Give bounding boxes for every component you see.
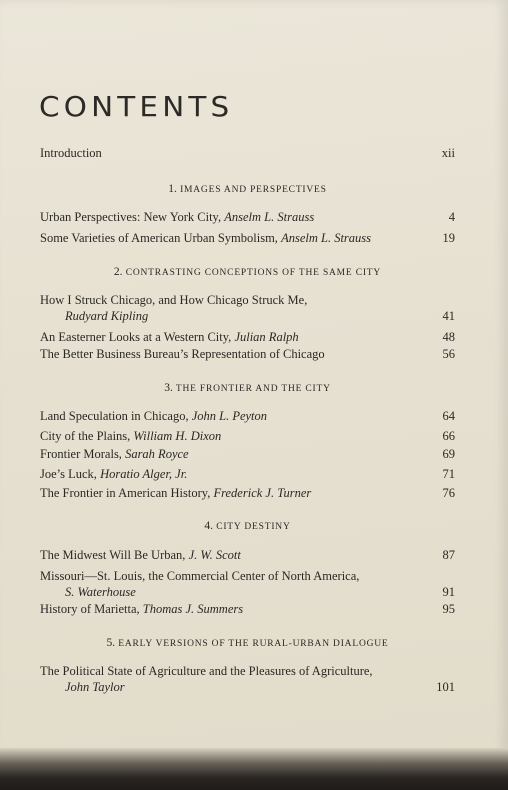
entry-author: Horatio Alger, Jr.: [100, 467, 188, 481]
entry-title: History of Marietta,: [40, 602, 140, 616]
section-heading-2: [40, 266, 455, 278]
toc-entry: [40, 602, 455, 617]
toc-entry: [40, 486, 455, 501]
entry-title: Urban Perspectives: New York City,: [40, 210, 222, 224]
entry-title: Land Speculation in Chicago,: [40, 409, 189, 423]
entry-page: 76: [442, 486, 455, 500]
entry-title: The Midwest Will Be Urban,: [40, 548, 186, 562]
toc-entry-continuation: [40, 680, 455, 695]
section-heading-3: [40, 382, 455, 394]
entry-title: Frontier Morals,: [40, 447, 122, 461]
section-heading-4: [40, 520, 455, 532]
entry-page: 69: [442, 447, 455, 461]
toc-entry: [40, 447, 455, 462]
entry-page: 71: [442, 467, 455, 481]
entry-page: 19: [442, 231, 455, 245]
entry-page: 95: [442, 602, 455, 616]
section-number: 1.: [168, 183, 177, 195]
entry-author: Julian Ralph: [234, 330, 299, 344]
entry-title: Some Varieties of American Urban Symbolism,: [40, 231, 278, 245]
entry-author: Anselm L. Strauss: [224, 210, 315, 224]
entry-title: City of the Plains,: [40, 429, 131, 443]
entry-author: John Taylor: [65, 680, 125, 694]
section-title: EARLY VERSIONS OF THE RURAL-URBAN DIALOGUE: [118, 639, 389, 649]
entry-page: 101: [436, 680, 455, 694]
entry-page: xii: [441, 146, 455, 160]
page-edge-shadow: [0, 748, 508, 790]
entry-author: Thomas J. Summers: [142, 602, 244, 616]
entry-page: 91: [442, 585, 455, 599]
entry-page: 66: [442, 429, 455, 443]
entry-title: The Frontier in American History,: [40, 486, 211, 500]
entry-title: Joe’s Luck,: [40, 467, 97, 481]
entry-author: Anselm L. Strauss: [281, 231, 372, 245]
toc-entry: [40, 330, 455, 345]
entry-author: Frederick J. Turner: [213, 486, 312, 500]
page-title: CONTENTS: [39, 90, 234, 123]
entry-title: The Political State of Agriculture and the Pleasures of Agriculture,: [40, 664, 373, 678]
entry-author: Sarah Royce: [125, 447, 189, 461]
entry-author: John L. Peyton: [191, 409, 268, 423]
entry-page: 48: [442, 330, 455, 344]
section-title: IMAGES AND PERSPECTIVES: [180, 185, 327, 195]
toc-entry: [40, 409, 455, 424]
entry-page: 56: [442, 347, 455, 361]
toc-entry: [40, 467, 455, 482]
entry-author: William H. Dixon: [133, 429, 222, 443]
section-title: CITY DESTINY: [216, 522, 291, 532]
entry-page: 64: [442, 409, 455, 423]
entry-page: 87: [442, 548, 455, 562]
entry-author: J. W. Scott: [188, 548, 241, 562]
entry-title: Introduction: [40, 146, 102, 160]
toc-entry: [40, 569, 455, 584]
toc-entry: [40, 429, 455, 444]
entry-title: How I Struck Chicago, and How Chicago Struck Me,: [40, 293, 308, 307]
entry-title: An Easterner Looks at a Western City,: [40, 330, 232, 344]
toc-entry: [40, 548, 455, 563]
section-title: CONTRASTING CONCEPTIONS OF THE SAME CITY: [125, 268, 382, 278]
toc-entry: [40, 210, 455, 225]
toc-entry: [40, 293, 455, 308]
entry-title: The Better Business Bureau’s Representation of Chicago: [40, 347, 325, 361]
entry-author: S. Waterhouse: [65, 585, 136, 599]
section-number: 3.: [164, 382, 173, 394]
section-number: 2.: [113, 266, 123, 278]
section-heading-1: [40, 183, 455, 195]
entry-page: 41: [442, 309, 455, 323]
toc-entry-continuation: [40, 585, 455, 600]
entry-title: Missouri—St. Louis, the Commercial Center of North America,: [40, 569, 360, 583]
entry-author: Rudyard Kipling: [65, 309, 149, 323]
entry-page: 4: [448, 210, 455, 224]
toc-entry-continuation: [40, 309, 455, 324]
toc-entry-introduction: [40, 146, 455, 161]
toc-entry: [40, 231, 455, 246]
toc-entry: [40, 664, 455, 679]
section-heading-5: [40, 637, 455, 649]
toc-entry: [40, 347, 455, 362]
section-title: THE FRONTIER AND THE CITY: [175, 384, 331, 394]
section-number: 4.: [204, 520, 213, 532]
section-number: 5.: [106, 637, 116, 649]
